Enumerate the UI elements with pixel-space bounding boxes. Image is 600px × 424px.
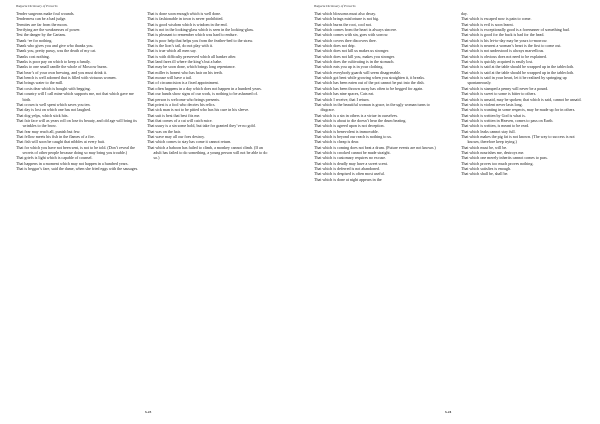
proverb-entry: That which is good for the back is bad for the head. xyxy=(461,32,545,38)
proverb-entry: That which is agreed upon is not deception. xyxy=(314,123,385,129)
proverb-entry: Thank you, pretty pussy, was the death of my cat. xyxy=(16,48,97,54)
proverb-entry: That often happens in a day which does not happen in a hundred years. xyxy=(147,85,262,91)
proverb-entry: That which is said at the table should be wrapped up in the tablecloth. xyxy=(461,64,575,70)
proverb-entry: That which is written, is meant to be read. xyxy=(461,123,530,129)
page-number: S-23 xyxy=(145,410,152,414)
proverb-entry: That which is violent never lasts long. xyxy=(461,101,523,107)
proverb-entry: That which in the beautiful woman is grace, in the ugly woman turns to disgrace. xyxy=(314,101,430,113)
proverb-entry: That crown is well spent which saves you ten. xyxy=(16,101,91,107)
proverb-entry: That which is despised is often most useful. xyxy=(314,171,385,177)
proverb-entry: That which is stamped a penny will never be a pound. xyxy=(461,85,549,91)
proverb-entry: That fair face will as years roll on lose its beauty, and old age will bring its wrinkles to the brow. xyxy=(16,117,137,129)
proverb-entry: That which leaks cannot stay full. xyxy=(461,128,516,134)
proverb-entry: That which proves too much proves nothing. xyxy=(461,160,534,166)
proverb-entry: That country will I call mine which supports me, not that which gave me birth. xyxy=(16,91,134,102)
proverb-entry: day. xyxy=(461,11,468,16)
proverb-entry: That which is evil is soon learnt. xyxy=(461,21,514,27)
proverb-entry: That brings water to the mill. xyxy=(16,80,64,86)
proverb-entry: That which everybody guards will seem disagreeable. xyxy=(314,69,402,75)
proverb-entry: That is good wisdom which is wisdom in the end. xyxy=(147,21,228,27)
proverb-entry: That which is customary requires no excuse. xyxy=(314,155,387,161)
proverb-entry: That day is lost on which one has not laughed. xyxy=(16,107,92,113)
proverb-entry: That suit is best that best fits me. xyxy=(147,112,201,118)
proverb-entry: Thanks cost nothing. xyxy=(16,53,50,59)
proverb-entry: That which covers thee discovers thee. xyxy=(314,37,377,43)
proverb-entry: That dog yelps, which stick hits. xyxy=(16,112,69,118)
proverb-entry: That which comes with sin, goes with sorrow. xyxy=(314,32,389,38)
proverb-entry: That which is deferred is not abandoned. xyxy=(314,165,380,171)
proverb-entry: That which blossoms must also decay. xyxy=(314,11,377,16)
proverb-entry: That land fares ill where the king’s but a babe. xyxy=(147,59,223,65)
proverb-entry: That which nourishes me, destroys me. xyxy=(461,149,525,155)
proverb-entry: That person is welcome who brings presents. xyxy=(147,96,220,102)
proverb-entry: Thank ‘ee for nothing. xyxy=(16,37,53,43)
proverb-entry: That that comes of a cat will catch mice. xyxy=(147,117,213,123)
proverb-entry: That costs dear which is bought with begging. xyxy=(16,85,91,91)
proverb-entry: That which is nearest a woman’s heart is the first to come out. xyxy=(461,43,562,49)
proverb-entry: Termites are far from the moon. xyxy=(16,21,68,27)
proverb-entry: That which is written by God is what is. xyxy=(461,112,526,118)
proverb-entry: That which is done at night appears in the xyxy=(314,176,382,182)
proverb-entry: That which I receive, that I return. xyxy=(314,96,370,102)
proverb-entry: That which comes from the heart is always sincere. xyxy=(314,27,398,33)
proverb-entry: That which is not understood is always marvellous. xyxy=(461,48,545,54)
proverb-entry: That which got bent while growing when you straighten it, it breaks. xyxy=(314,75,425,81)
proverb-entry: That which has been thrown away has often to be begged for again. xyxy=(314,85,424,91)
proverb-entry: That wave may all our foes destroy. xyxy=(147,133,205,139)
proverb-entry: That was on the hair. xyxy=(147,128,181,134)
proverb-entry: That which is benevolent is immovable. xyxy=(314,128,379,134)
proverb-entry: That which does not drip. xyxy=(314,43,356,49)
proverb-entry: That bear’s of your own brewing, and you must drink it. xyxy=(16,69,107,75)
proverb-entry: Thanks to one small candle the whole of Moscow burns. xyxy=(16,64,108,70)
proverb-entry: That which is exceptionally good is a forerunner of something bad. xyxy=(461,27,570,33)
proverb-entry: Tenderness can be a bad judge. xyxy=(16,16,67,22)
proverb-entry: That which one merely inherits cannot comes to pass. xyxy=(461,155,548,161)
proverb-entry: Thank who gives you and give who thanks you. xyxy=(16,43,94,49)
proverb-entry: That sick man is not to be pitied who has his cure in his sleeve. xyxy=(147,107,250,113)
proverb-entry: That which must be, will be. xyxy=(461,144,508,150)
running-header: Bulgaria Dictionary of Proverbs xyxy=(314,4,356,8)
proverb-entry: That which is obvious does not need to be explained. xyxy=(461,53,547,59)
proverb-entry: That which a baboon has failed to climb, a monkey cannot climb. (If an adult has failed to do something, a young person will not be able to do so.) xyxy=(147,144,268,161)
proverb-entry: That mouse will have a tail. xyxy=(147,75,192,81)
proverb-entry: That usury is a sin some hold, but take for granted they’ve no gold. xyxy=(147,123,256,129)
proverb-entry: That which is crooked cannot be made straight. xyxy=(314,149,391,155)
proverb-entry: That is beggar’s fare, said the dame, when she fried eggs with the sausages. xyxy=(16,165,139,171)
proverb-entry: That which does the cultivating is in the stomach. xyxy=(314,59,395,65)
proverb-entry: That which is his let-to-day may be yours to-morrow. xyxy=(461,37,548,43)
proverb-entry: That is with difficulty preserved which all hanker after. xyxy=(147,53,237,59)
proverb-entry: That fellow meets his fish in the flames of a fire. xyxy=(16,133,95,139)
proverb-entry: That which has been eaten out of the pot cannot be put into the dish. xyxy=(314,80,425,86)
right-page xyxy=(300,0,600,424)
proverb-entry: That which is said at the table should be wrapped up in the tablecloth. xyxy=(461,69,575,75)
proverb-entry: That which is coming does not beat a drum. (Future events are not known.) xyxy=(314,144,436,150)
proverb-entry: That which does not kill you, makes you stronger. xyxy=(314,53,395,59)
proverb-entry: That fish will soon be caught that nibbles at every bait. xyxy=(16,139,105,145)
proverb-entry: That is pleasant to remember which was hard to endure. xyxy=(147,32,238,38)
running-header: Bulgaria Dictionary of Proverbs xyxy=(16,4,58,8)
proverb-entry: Tender surgeons make foul wounds. xyxy=(16,11,75,16)
proverb-entry: That which is written in Heaven, comes to pass on Earth. xyxy=(461,117,554,123)
proverb-entry: That miller is honest who has hair on his teeth. xyxy=(147,69,223,75)
proverb-entry: Test the danger by the Cartans. xyxy=(16,32,67,38)
proverb-entry: That bench is well adorned that is filled with virtuous women. xyxy=(16,75,117,81)
proverb-entry: That which is quickly acquired is easily lost. xyxy=(461,59,534,65)
proverb-entry: That which brings misfortune is not big. xyxy=(314,16,380,22)
proverb-entry: Terrifying are the weaknesses of power. xyxy=(16,27,81,33)
proverb-entry: That is the lion’s tail, do not play with it. xyxy=(147,43,213,49)
proverb-entry: That which is cheap is dear. xyxy=(314,139,359,145)
proverb-entry: That is poor help that helps you from the feather-bed to the straw. xyxy=(147,37,254,43)
proverb-entry: That which is sweet to some is bitter to others. xyxy=(461,91,537,97)
proverb-entry: That is fashionable in town is never prohibited. xyxy=(147,16,224,22)
proverb-entry: That fear may reach all, punish but few. xyxy=(16,128,81,134)
proverb-entry: That which does not kill us makes us stronger. xyxy=(314,48,389,54)
proverb-entry: That happens in a moment which may not happen in a hundred years. xyxy=(16,160,129,166)
left-page-column-1 xyxy=(16,11,139,171)
left-page-column-2 xyxy=(147,11,270,161)
proverb-entry: That which is wanting in some respects, may be made up for in others. xyxy=(461,107,576,113)
proverb-entry: That priest is a fool who decries his relics. xyxy=(147,101,216,107)
proverb-entry: That griefs is light which is capable of counsel. xyxy=(16,155,93,161)
proverb-entry: That is not in the looking-glass which is seen in the looking-glass. xyxy=(147,27,255,33)
proverb-entry: Thanks is poor pay on which to keep a family. xyxy=(16,59,91,65)
proverb-entry: That which is deadly may have a sweet scent. xyxy=(314,160,388,166)
proverb-entry: That for which you have not been sent, is not to be told. (Don’t reveal the secrets of other people because doing so may bring you trouble.) xyxy=(16,144,135,155)
proverb-entry: That which is said in your heart, let it be realized by springing up spontaneously. xyxy=(461,75,567,86)
proverb-entry: That may be soon done, which brings long repentance. xyxy=(147,64,236,70)
proverb-entry: That of circumcision is a fixed appointment. xyxy=(147,80,219,86)
proverb-entry: That which eats you up is in your clothing. xyxy=(314,64,384,70)
proverb-entry: That which is beyond our reach is nothing to us. xyxy=(314,133,393,139)
proverb-entry: That which shall be, shall be. xyxy=(461,171,509,177)
proverb-entry: That which satisfies is enough. xyxy=(461,165,512,171)
proverb-entry: That which is a sin in others is a virtue in ourselves. xyxy=(314,112,399,118)
proverb-entry: That which comes to stay has come it cannot return. xyxy=(147,139,232,145)
right-page-column-2 xyxy=(461,11,584,177)
proverb-entry: That which makes the pig fat is not known. (The way to success is not known, therefore keep trying.) xyxy=(461,133,575,145)
proverb-entry: That our hands show signs of our work, is nothing to be ashamed of. xyxy=(147,91,258,97)
proverb-entry: That which is unsaid, may be spoken; that which is said, cannot be unsaid. xyxy=(461,96,582,102)
right-page-column-1 xyxy=(314,11,437,182)
proverb-entry: That is true which all men say. xyxy=(147,48,197,54)
proverb-entry: That which is about to die doesn’t hear the drum beating. xyxy=(314,117,407,123)
proverb-entry: That which has nine spaces, Cats eat. xyxy=(314,91,375,97)
proverb-entry: That is done soon enough which is well done. xyxy=(147,11,222,16)
proverb-entry: That which is escaped now is pain to come. xyxy=(461,16,532,22)
page-number: S-24 xyxy=(445,410,452,414)
proverb-entry: That which burns the root, cool not. xyxy=(314,21,372,27)
